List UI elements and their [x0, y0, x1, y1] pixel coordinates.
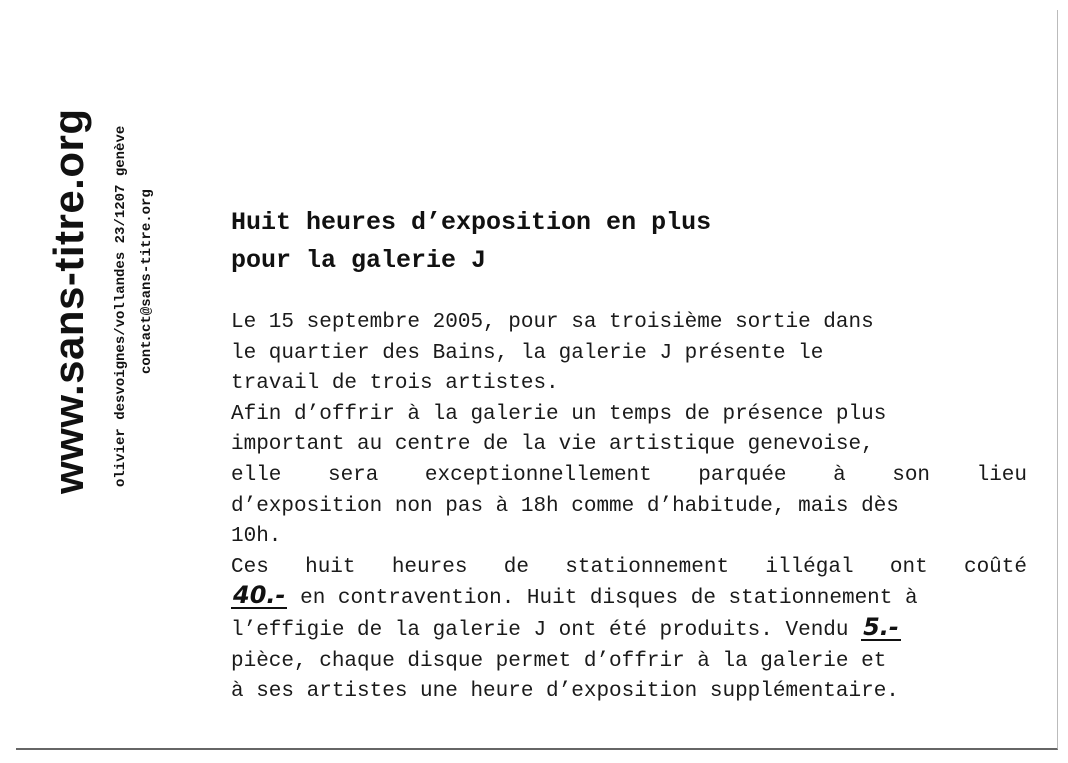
body-line: Le 15 septembre 2005, pour sa troisième sortie dans — [231, 311, 874, 334]
postal-address: olivier desvoignes/vollandes 23/1207 genève — [113, 125, 129, 487]
headline — [231, 204, 711, 280]
body-line — [231, 583, 1027, 615]
contact-email: contact@sans-titre.org — [139, 189, 155, 374]
body-line — [231, 612, 1027, 647]
body-line: elle sera exceptionnellement parquée à son lieu — [231, 463, 1027, 487]
body-line: Ces huit heures de stationnement illégal ont coûté — [231, 555, 1027, 579]
headline-line-1: Huit heures d’exposition en plus — [231, 208, 712, 237]
body-line-text: en contravention. Huit disques de stationnement à — [287, 587, 918, 611]
body-line: Afin d’offrir à la galerie un temps de présence plus — [231, 402, 887, 426]
body-line: 10h. — [231, 525, 282, 549]
body-line: pièce, chaque disque permet d’offrir à la galerie et — [231, 649, 887, 673]
handwritten-price: 5.- — [863, 612, 899, 641]
body-line: le quartier des Bains, la galerie J présente le — [231, 341, 824, 365]
body-line: important au centre de la vie artistique genevoise, — [231, 433, 874, 457]
body-line: travail de trois artistes. — [231, 372, 559, 396]
website-url: www.sans-titre.org — [45, 108, 92, 494]
headline-line-2: pour la galerie J — [231, 246, 487, 275]
handwritten-fine-amount: 40.- — [233, 581, 286, 610]
body-line-text: l’effigie de la galerie J ont été produits. Vendu — [231, 618, 862, 642]
body-text — [231, 308, 1027, 708]
body-line: d’exposition non pas à 18h comme d’habitude, mais dès — [231, 494, 899, 518]
body-line: à ses artistes une heure d’exposition supplémentaire. — [231, 680, 899, 704]
